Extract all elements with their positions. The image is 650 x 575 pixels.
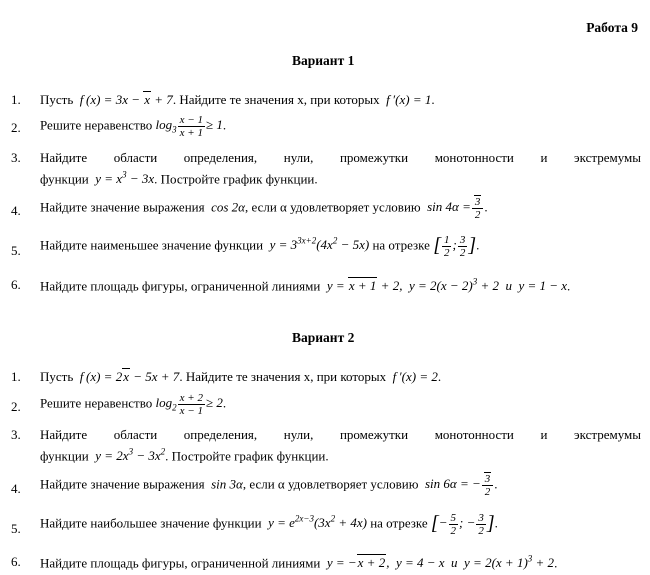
- task-text: Найдите области определения, нули, промежутки монотонности и экстремумы: [40, 427, 641, 442]
- task-number: 5.: [11, 521, 21, 536]
- task-text: .: [567, 278, 571, 294]
- task-text: .: [222, 395, 227, 411]
- task-text: . Постройте график функции.: [165, 448, 329, 464]
- task-text: Пусть: [40, 92, 74, 107]
- task-text: Найдите значение выражения: [40, 476, 205, 492]
- task-number: 3.: [11, 150, 21, 165]
- task-text: , если α удовлетворяет условию: [242, 476, 419, 492]
- task-text: функции: [40, 448, 89, 464]
- task-number: 4.: [11, 481, 21, 496]
- task-text: . Постройте график функции.: [154, 171, 318, 187]
- task-text: Найдите площадь фигуры, ограниченной линиями: [40, 555, 321, 571]
- task-text: .: [437, 369, 442, 384]
- task-text: Решите неравенство: [40, 395, 153, 411]
- task-number: 3.: [11, 427, 21, 442]
- task-number: 2.: [11, 120, 21, 135]
- task-text: на отрезке: [372, 237, 430, 253]
- formula: f (x) = 3x − x + 7: [76, 92, 173, 107]
- task-number: 5.: [11, 243, 21, 258]
- condition: sin 6α = − $\frac{3}{2}$: [422, 476, 495, 491]
- condition: f ′(x) = 1: [382, 92, 432, 107]
- formula: $y = x^3 - 3x$: [92, 170, 155, 187]
- formula: $y = 3^{3x+2}(4x^2 - 5x)$: [266, 236, 370, 253]
- formula: sin 3α: [207, 476, 243, 492]
- work-title: Работа 9: [586, 20, 638, 35]
- task-text: .: [494, 515, 498, 531]
- variant1-title: Вариант 1: [292, 53, 355, 68]
- task-text: .: [494, 476, 498, 492]
- task-text: Найдите площадь фигуры, ограниченной линиями: [40, 278, 321, 294]
- task-text: .: [222, 117, 227, 133]
- task-number: 1.: [11, 369, 21, 384]
- task-text: Решите неравенство: [40, 117, 153, 133]
- formula: $\log_2$ $\frac{x + 2}{x - 1}$ ≥ 2: [155, 392, 223, 417]
- task-text: Пусть: [40, 369, 74, 384]
- variant2-title: Вариант 2: [292, 330, 355, 345]
- formula: cos 2α: [207, 199, 245, 215]
- formula: y = x + 1 + 2, $y = 2(x - 2)^3 + 2$ и y = 1 − x: [323, 277, 568, 294]
- task-number: 1.: [11, 92, 21, 107]
- task-number: 6.: [11, 554, 21, 569]
- task-text: .: [484, 199, 488, 215]
- task-text: . Найдите те значения x, при которых: [172, 92, 380, 107]
- condition: sin 4α = $\frac{3}{2}$: [424, 199, 485, 214]
- task-text: , если α удовлетворяет условию: [245, 199, 421, 215]
- formula: $y = e^{2x-3}(3x^2 + 4x)$: [264, 514, 367, 531]
- task-number: 6.: [11, 277, 21, 292]
- task-text: на отрезке: [370, 515, 428, 531]
- task-text: .: [431, 92, 435, 107]
- task-text: Найдите наименьшее значение функции: [40, 237, 264, 253]
- task-number: 4.: [11, 203, 21, 218]
- task-number: 2.: [11, 399, 21, 414]
- task-text: Найдите области определения, нули, промежутки монотонности и экстремумы: [40, 150, 641, 165]
- task-text: .: [476, 237, 480, 253]
- condition: [ $\frac{1}{2}$ ; $\frac{3}{2}$ ]: [433, 234, 477, 259]
- task-text: функции: [40, 171, 89, 187]
- formula: y = −x + 2, y = 4 − x и $y = 2(x + 1)^3 + 2$: [323, 554, 555, 571]
- formula: $y = 2x^3 - 3x^2$: [92, 447, 166, 464]
- task-text: Найдите значение выражения: [40, 199, 205, 215]
- condition: [− $\frac{5}{2}$ ; − $\frac{3}{2}$ ]: [430, 512, 495, 537]
- task-text: Найдите наибольшее значение функции: [40, 515, 262, 531]
- condition: f ′(x) = 2: [389, 369, 438, 384]
- task-text: . Найдите те значения x, при которых: [179, 369, 387, 384]
- formula: $\log_3$ $\frac{x - 1}{x + 1}$ ≥ 1: [155, 114, 223, 139]
- formula: f (x) = 2x − 5x + 7: [76, 369, 180, 384]
- task-text: .: [554, 555, 558, 571]
